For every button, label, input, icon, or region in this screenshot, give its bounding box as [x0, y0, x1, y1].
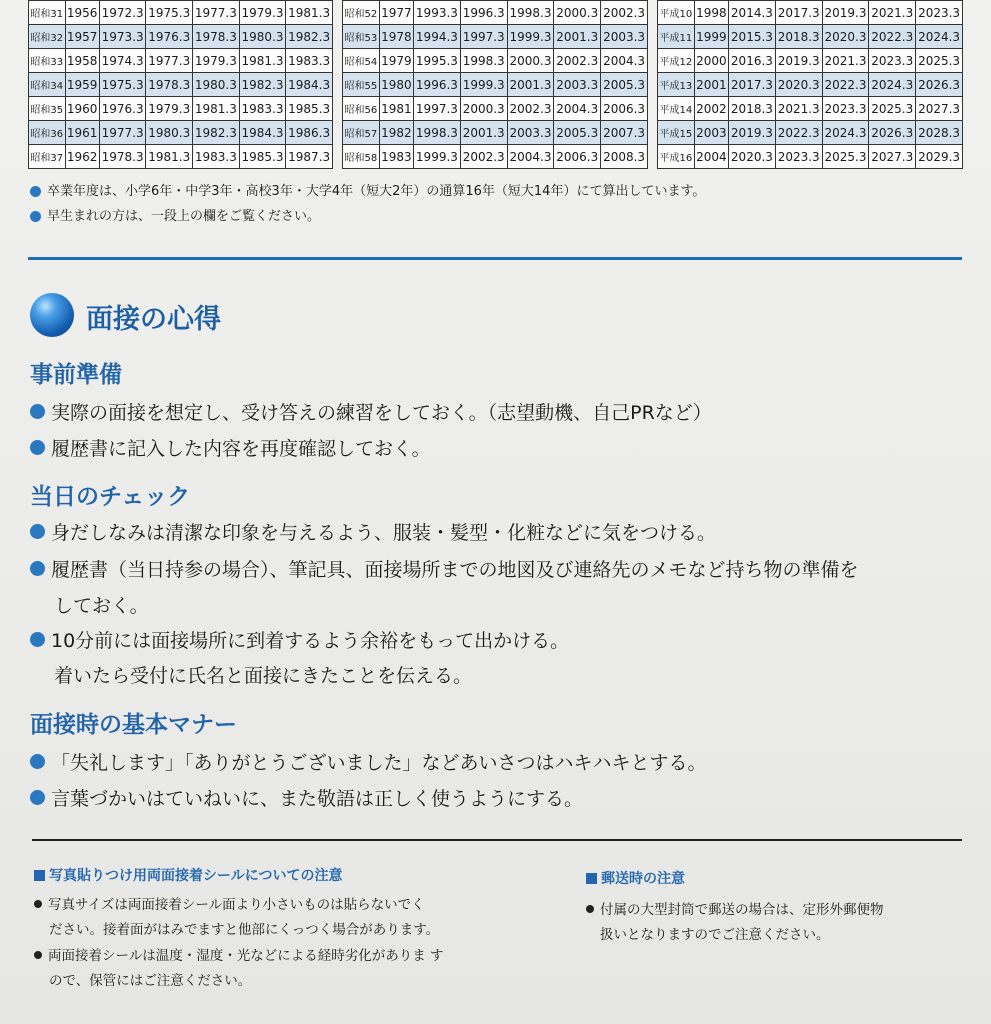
era-cell: 昭和55	[343, 73, 380, 97]
bullet-icon	[30, 186, 41, 197]
graduation-cell: 1999.3	[414, 145, 461, 169]
table-row	[658, 25, 963, 49]
graduation-cell: 2006.3	[554, 145, 601, 169]
list-item-continuation: しておく。	[54, 595, 149, 617]
bullet-icon	[30, 632, 45, 647]
graduation-cell: 1982.3	[286, 25, 333, 49]
graduation-cell: 2024.3	[822, 121, 869, 145]
graduation-cell: 2026.3	[916, 73, 963, 97]
graduation-cell: 1974.3	[99, 49, 146, 73]
graduation-cell: 1997.3	[414, 97, 461, 121]
graduation-cell: 2004.3	[601, 49, 648, 73]
birth-year-cell: 1959	[65, 73, 99, 97]
graduation-cell: 1985.3	[286, 97, 333, 121]
table-note: 早生まれの方は、一段上の欄をご覧ください。	[30, 205, 320, 224]
seal-notice-item: 両面接着シールは温度・湿度・光などによる経時劣化がありま す	[34, 944, 444, 964]
graduation-cell: 1973.3	[99, 25, 146, 49]
era-cell: 昭和56	[343, 97, 380, 121]
graduation-cell: 2007.3	[601, 121, 648, 145]
era-cell: 昭和58	[343, 145, 380, 169]
table-row	[343, 121, 648, 145]
list-item-continuation: 着いたら受付に氏名と面接にきたことを伝える。	[54, 665, 473, 687]
graduation-cell: 1978.3	[99, 145, 146, 169]
graduation-cell: 1980.3	[239, 25, 286, 49]
graduation-cell: 1981.3	[193, 97, 240, 121]
table-row	[343, 1, 648, 25]
graduation-cell: 1998.3	[507, 1, 554, 25]
era-cell: 平成14	[658, 97, 695, 121]
graduation-cell: 1977.3	[99, 121, 146, 145]
square-bullet-icon	[34, 870, 45, 881]
graduation-year-table-2	[342, 0, 648, 169]
table-row	[29, 121, 333, 145]
birth-year-cell: 1960	[65, 97, 99, 121]
graduation-cell: 2020.3	[822, 25, 869, 49]
table-row	[343, 97, 648, 121]
graduation-cell: 2015.3	[729, 25, 776, 49]
graduation-cell: 1979.3	[193, 49, 240, 73]
graduation-cell: 1996.3	[460, 1, 507, 25]
graduation-cell: 2002.3	[460, 145, 507, 169]
table-note: 卒業年度は、小学6年・中学3年・高校3年・大学4年（短大2年）の通算16年（短大14年）にて算出しています。	[30, 180, 705, 199]
list-item: 履歴書に記入した内容を再度確認しておく。	[30, 434, 431, 461]
graduation-cell: 1972.3	[99, 1, 146, 25]
graduation-cell: 2027.3	[869, 145, 916, 169]
divider	[32, 839, 962, 841]
graduation-cell: 2001.3	[507, 73, 554, 97]
graduation-cell: 1978.3	[193, 25, 240, 49]
graduation-cell: 2028.3	[916, 121, 963, 145]
graduation-cell: 2027.3	[916, 97, 963, 121]
graduation-cell: 1996.3	[414, 73, 461, 97]
graduation-cell: 2017.3	[775, 1, 822, 25]
graduation-cell: 2025.3	[822, 145, 869, 169]
list-item: 実際の面接を想定し、受け答えの練習をしておく。（志望動機、自己PRなど）	[30, 398, 712, 425]
graduation-cell: 2023.3	[916, 1, 963, 25]
day-check-heading: 当日のチェック	[30, 484, 191, 510]
bullet-icon	[34, 951, 42, 959]
list-item: 履歴書（当日持参の場合）、筆記具、面接場所までの地図及び連絡先のメモなど持ち物の準備を	[30, 555, 859, 582]
graduation-cell: 1982.3	[193, 121, 240, 145]
graduation-cell: 2029.3	[916, 145, 963, 169]
era-cell: 平成10	[658, 1, 695, 25]
table-row	[29, 49, 333, 73]
graduation-cell: 2021.3	[775, 97, 822, 121]
graduation-cell: 1983.3	[286, 49, 333, 73]
graduation-cell: 2000.3	[554, 1, 601, 25]
graduation-cell: 2023.3	[869, 49, 916, 73]
era-cell: 平成13	[658, 73, 695, 97]
era-cell: 昭和36	[29, 121, 66, 145]
graduation-cell: 2023.3	[822, 97, 869, 121]
section-divider	[28, 257, 962, 260]
graduation-cell: 1986.3	[286, 121, 333, 145]
graduation-cell: 1976.3	[99, 97, 146, 121]
seal-notice-heading: 写真貼りつけ用両面接着シールについての注意	[34, 865, 342, 885]
graduation-cell: 2022.3	[775, 121, 822, 145]
seal-notice-item: 写真サイズは両面接着シール面より小さいものは貼らないでく	[34, 893, 425, 913]
graduation-year-table-1	[28, 0, 333, 169]
graduation-cell: 2001.3	[554, 25, 601, 49]
graduation-cell: 2001.3	[460, 121, 507, 145]
table-row	[658, 49, 963, 73]
table-row	[343, 145, 648, 169]
table-row	[343, 73, 648, 97]
birth-year-cell: 2004	[694, 145, 728, 169]
graduation-cell: 1978.3	[146, 73, 193, 97]
graduation-cell: 2023.3	[775, 145, 822, 169]
birth-year-cell: 1962	[65, 145, 99, 169]
list-item: 身だしなみは清潔な印象を与えるよう、服装・髪型・化粧などに気をつける。	[30, 518, 716, 545]
list-item: 「失礼します」「ありがとうございました」などあいさつはハキハキとする。	[30, 748, 707, 775]
bullet-icon	[30, 524, 45, 539]
bullet-icon	[34, 900, 42, 908]
graduation-cell: 2008.3	[601, 145, 648, 169]
era-cell: 昭和31	[29, 1, 66, 25]
birth-year-cell: 2000	[694, 49, 728, 73]
graduation-cell: 1977.3	[146, 49, 193, 73]
era-cell: 昭和37	[29, 145, 66, 169]
graduation-cell: 2021.3	[869, 1, 916, 25]
graduation-cell: 2019.3	[775, 49, 822, 73]
list-item: 言葉づかいはていねいに、また敬語は正しく使うようにする。	[30, 784, 583, 811]
manners-heading: 面接時の基本マナー	[30, 712, 237, 738]
graduation-cell: 2024.3	[916, 25, 963, 49]
graduation-cell: 2005.3	[554, 121, 601, 145]
bullet-icon	[30, 561, 45, 576]
era-cell: 昭和33	[29, 49, 66, 73]
graduation-cell: 1979.3	[146, 97, 193, 121]
graduation-cell: 1981.3	[239, 49, 286, 73]
graduation-cell: 2000.3	[507, 49, 554, 73]
graduation-cell: 2019.3	[822, 1, 869, 25]
birth-year-cell: 1961	[65, 121, 99, 145]
bullet-icon	[30, 754, 45, 769]
prep-heading: 事前準備	[30, 362, 122, 388]
birth-year-cell: 1981	[379, 97, 413, 121]
birth-year-cell: 1980	[379, 73, 413, 97]
list-item: 10分前には面接場所に到着するよう余裕をもって出かける。	[30, 626, 569, 653]
graduation-cell: 1980.3	[146, 121, 193, 145]
graduation-cell: 2004.3	[507, 145, 554, 169]
graduation-cell: 1983.3	[239, 97, 286, 121]
table-row	[658, 97, 963, 121]
graduation-cell: 2019.3	[729, 121, 776, 145]
bullet-icon	[586, 905, 594, 913]
graduation-cell: 1999.3	[507, 25, 554, 49]
birth-year-cell: 1983	[379, 145, 413, 169]
table-row	[343, 25, 648, 49]
era-cell: 平成12	[658, 49, 695, 73]
seal-notice-continuation: ださい。接着面がはみでますと他部にくっつく場合があります。	[49, 922, 440, 938]
graduation-cell: 2018.3	[729, 97, 776, 121]
graduation-cell: 2020.3	[729, 145, 776, 169]
era-cell: 昭和53	[343, 25, 380, 49]
graduation-cell: 2002.3	[507, 97, 554, 121]
bullet-icon	[30, 404, 45, 419]
birth-year-cell: 1978	[379, 25, 413, 49]
graduation-cell: 1977.3	[193, 1, 240, 25]
graduation-cell: 2000.3	[460, 97, 507, 121]
era-cell: 昭和34	[29, 73, 66, 97]
bullet-icon	[30, 211, 41, 222]
graduation-cell: 1998.3	[460, 49, 507, 73]
birth-year-cell: 1979	[379, 49, 413, 73]
era-cell: 昭和52	[343, 1, 380, 25]
graduation-cell: 2003.3	[554, 73, 601, 97]
graduation-cell: 2021.3	[822, 49, 869, 73]
graduation-cell: 1975.3	[99, 73, 146, 97]
graduation-cell: 2026.3	[869, 121, 916, 145]
graduation-cell: 1987.3	[286, 145, 333, 169]
bullet-icon	[30, 790, 45, 805]
birth-year-cell: 1999	[694, 25, 728, 49]
era-cell: 平成11	[658, 25, 695, 49]
graduation-cell: 2006.3	[601, 97, 648, 121]
graduation-cell: 1984.3	[239, 121, 286, 145]
graduation-cell: 1998.3	[414, 121, 461, 145]
graduation-cell: 2020.3	[775, 73, 822, 97]
birth-year-cell: 1982	[379, 121, 413, 145]
era-cell: 昭和35	[29, 97, 66, 121]
table-row	[658, 121, 963, 145]
bullet-icon	[30, 440, 45, 455]
graduation-cell: 2022.3	[869, 25, 916, 49]
graduation-cell: 2002.3	[554, 49, 601, 73]
table-row	[29, 73, 333, 97]
graduation-cell: 1980.3	[193, 73, 240, 97]
birth-year-cell: 1977	[379, 1, 413, 25]
graduation-cell: 1979.3	[239, 1, 286, 25]
graduation-cell: 2025.3	[916, 49, 963, 73]
graduation-cell: 2025.3	[869, 97, 916, 121]
era-cell: 昭和32	[29, 25, 66, 49]
graduation-cell: 1976.3	[146, 25, 193, 49]
graduation-cell: 1999.3	[460, 73, 507, 97]
graduation-cell: 1994.3	[414, 25, 461, 49]
table-row	[658, 1, 963, 25]
era-cell: 昭和57	[343, 121, 380, 145]
graduation-cell: 2004.3	[554, 97, 601, 121]
graduation-cell: 2022.3	[822, 73, 869, 97]
era-cell: 平成16	[658, 145, 695, 169]
table-row	[658, 73, 963, 97]
graduation-cell: 2017.3	[729, 73, 776, 97]
graduation-year-table-3	[657, 0, 963, 169]
mail-notice-item: 付属の大型封筒で郵送の場合は、定形外郵便物	[586, 898, 884, 918]
birth-year-cell: 1957	[65, 25, 99, 49]
graduation-cell: 1975.3	[146, 1, 193, 25]
graduation-cell: 1997.3	[460, 25, 507, 49]
blue-sphere-icon	[30, 293, 74, 337]
section-title: 面接の心得	[86, 304, 221, 335]
table-row	[29, 25, 333, 49]
graduation-cell: 1981.3	[286, 1, 333, 25]
table-row	[29, 1, 333, 25]
graduation-cell: 2014.3	[729, 1, 776, 25]
graduation-cell: 2005.3	[601, 73, 648, 97]
graduation-cell: 1981.3	[146, 145, 193, 169]
graduation-cell: 2024.3	[869, 73, 916, 97]
table-row	[343, 49, 648, 73]
square-bullet-icon	[586, 873, 597, 884]
graduation-cell: 1993.3	[414, 1, 461, 25]
graduation-cell: 1982.3	[239, 73, 286, 97]
birth-year-cell: 2001	[694, 73, 728, 97]
mail-notice-continuation: 扱いとなりますのでご注意ください。	[600, 927, 830, 943]
graduation-cell: 2016.3	[729, 49, 776, 73]
graduation-cell: 2003.3	[507, 121, 554, 145]
era-cell: 昭和54	[343, 49, 380, 73]
birth-year-cell: 2002	[694, 97, 728, 121]
graduation-cell: 1983.3	[193, 145, 240, 169]
seal-notice-continuation: ので、保管にはご注意ください。	[49, 973, 252, 989]
birth-year-cell: 2003	[694, 121, 728, 145]
graduation-cell: 1995.3	[414, 49, 461, 73]
birth-year-cell: 1956	[65, 1, 99, 25]
graduation-cell: 2003.3	[601, 25, 648, 49]
era-cell: 平成15	[658, 121, 695, 145]
table-row	[29, 145, 333, 169]
table-row	[29, 97, 333, 121]
graduation-cell: 1985.3	[239, 145, 286, 169]
birth-year-cell: 1998	[694, 1, 728, 25]
graduation-cell: 1984.3	[286, 73, 333, 97]
birth-year-cell: 1958	[65, 49, 99, 73]
graduation-cell: 2002.3	[601, 1, 648, 25]
mail-notice-heading: 郵送時の注意	[586, 868, 685, 888]
table-row	[658, 145, 963, 169]
graduation-cell: 2018.3	[775, 25, 822, 49]
